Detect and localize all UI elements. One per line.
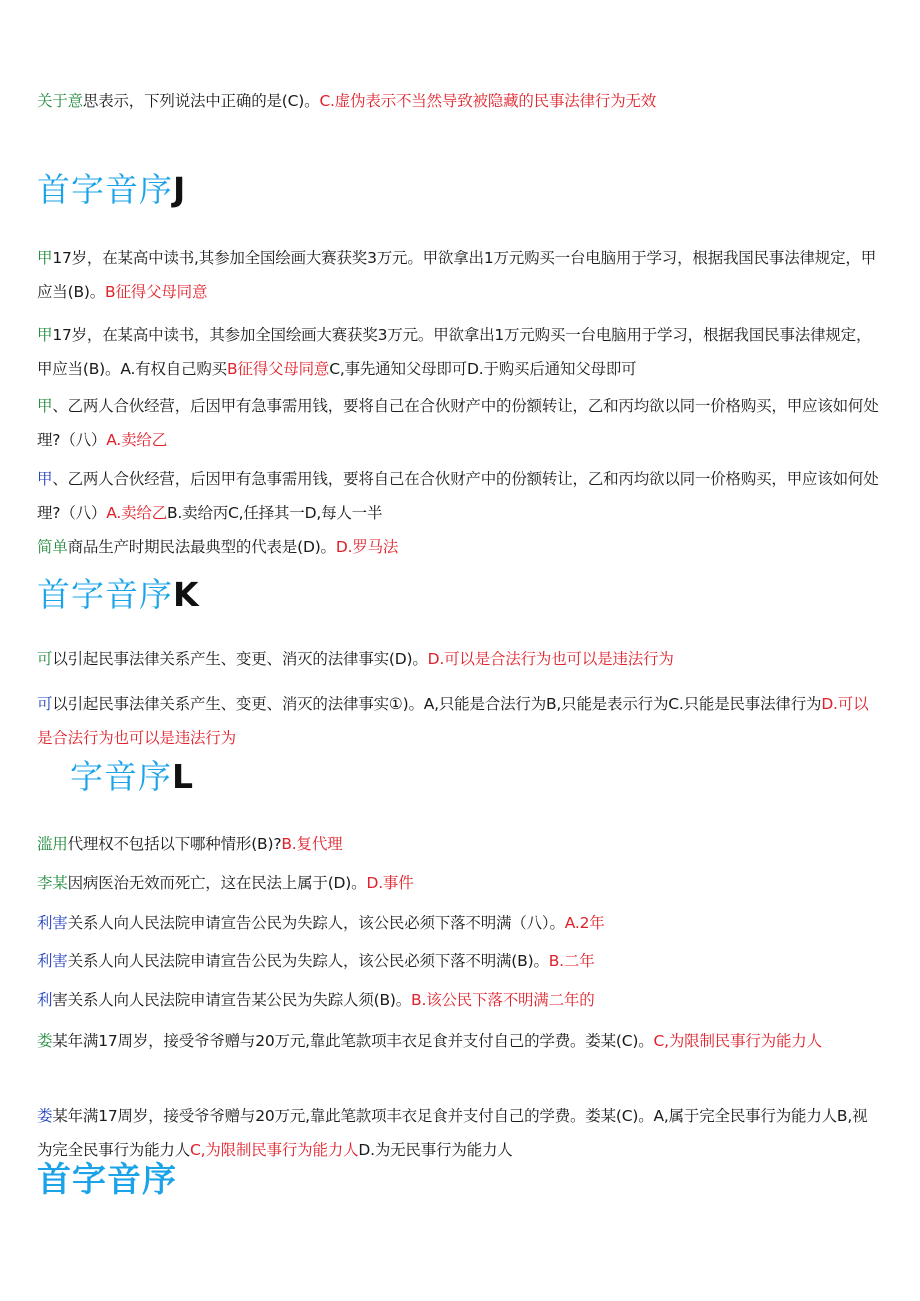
answer-text: D.罗马法 xyxy=(335,537,399,556)
heading-prefix: 首字音序 xyxy=(37,1160,177,1200)
list-item xyxy=(37,989,882,1011)
keyword: 娄 xyxy=(37,1031,53,1050)
list-item xyxy=(37,389,882,457)
section-heading-k xyxy=(37,575,200,615)
keyword: 可 xyxy=(37,694,53,713)
answer-text: A.卖给乙 xyxy=(106,430,167,449)
keyword: 关于意 xyxy=(37,91,83,110)
heading-prefix: 首字音序 xyxy=(37,170,173,209)
answer-text: A.2年 xyxy=(564,913,605,932)
keyword: 娄 xyxy=(37,1106,53,1125)
heading-letter: K xyxy=(173,575,200,614)
answer-text: B征得父母同意 xyxy=(227,359,330,378)
heading-letter: L xyxy=(172,757,195,796)
section-heading-next xyxy=(37,1160,177,1200)
question-text: 害关系人向人民法院申请宣告某公民为失踪人须(B)。 xyxy=(52,990,412,1009)
question-text: 某年满17周岁，接受爷爷赠与20万元,靠此笔款项丰衣足食并支付自己的学费。娄某(C)。A,属于完全民事行为能力人B,视为完全民事行为能力人 xyxy=(37,1106,868,1159)
answer-text: B.该公民下落不明满二年的 xyxy=(411,990,595,1009)
keyword: 李某 xyxy=(37,873,68,892)
list-item xyxy=(37,536,882,558)
keyword: 利害 xyxy=(37,913,68,932)
list-item xyxy=(37,648,882,670)
heading-prefix: 首字音序 xyxy=(37,575,173,614)
section-heading-l xyxy=(70,757,194,797)
answer-text: D.可以是合法行为也可以是违法行为 xyxy=(37,694,869,747)
keyword: 甲 xyxy=(37,396,53,415)
answer-text: A.卖给乙 xyxy=(106,503,167,522)
keyword: 利害 xyxy=(37,951,68,970)
question-text: 、乙两人合伙经营，后因甲有急事需用钱，要将自己在合伙财产中的份额转让，乙和丙均欲以同一价格购买，甲应该如何处理?（八） xyxy=(37,396,879,449)
question-tail: C,事先通知父母即可D.于购买后通知父母即可 xyxy=(329,359,637,378)
list-item xyxy=(37,318,882,386)
question-text: 因病医治无效而死亡，这在民法上属于(D)。 xyxy=(67,873,367,892)
list-item xyxy=(37,950,882,972)
keyword: 可 xyxy=(37,649,53,668)
keyword: 利 xyxy=(37,990,53,1009)
answer-text: C,为限制民事行为能力人 xyxy=(190,1140,359,1159)
answer-text: C.虚伪表示不当然导致被隐藏的民事法律行为无效 xyxy=(319,91,657,110)
question-text: 某年满17周岁，接受爷爷赠与20万元,靠此笔款项丰衣足食并支付自己的学费。娄某(C)。 xyxy=(52,1031,654,1050)
question-text: 以引起民事法律关系产生、变更、消灭的法律事实①)。A,只能是合法行为B,只能是表示行为C.只能是民事法律行为 xyxy=(52,694,822,713)
keyword: 简单 xyxy=(37,537,68,556)
answer-text: B.复代理 xyxy=(281,834,343,853)
list-item xyxy=(37,462,882,530)
question-tail: D.为无民事行为能力人 xyxy=(358,1140,513,1159)
question-tail: B.卖给丙C,任择其一D,每人一半 xyxy=(167,503,383,522)
keyword: 甲 xyxy=(37,325,53,344)
question-text: 以引起民事法律关系产生、变更、消灭的法律事实(D)。 xyxy=(52,649,428,668)
answer-text: C,为限制民事行为能力人 xyxy=(653,1031,822,1050)
question-text: 17岁，在某高中读书，其参加全国绘画大赛获奖3万元。甲欲拿出1万元购买一台电脑用于学习，根据我国民事法律规定，甲应当(B)。A.有权自己购买 xyxy=(37,325,872,378)
keyword: 滥用 xyxy=(37,834,68,853)
answer-text: B.二年 xyxy=(548,951,595,970)
keyword: 甲 xyxy=(37,469,53,488)
question-text: 关系人向人民法院申请宣告公民为失踪人，该公民必须下落不明满(B)。 xyxy=(67,951,549,970)
list-item xyxy=(37,912,882,934)
question-text: 思表示，下列说法中正确的是(C)。 xyxy=(82,91,320,110)
question-text: 关系人向人民法院申请宣告公民为失踪人，该公民必须下落不明满（八）。 xyxy=(67,913,565,932)
answer-text: D.可以是合法行为也可以是违法行为 xyxy=(427,649,674,668)
list-item xyxy=(37,833,882,855)
list-item xyxy=(37,241,882,309)
heading-letter: J xyxy=(173,170,187,209)
list-item xyxy=(37,687,882,755)
section-heading-j xyxy=(37,170,186,210)
list-item xyxy=(37,872,882,894)
answer-text: D.事件 xyxy=(366,873,414,892)
list-item xyxy=(37,1024,882,1058)
answer-text: B征得父母同意 xyxy=(105,282,208,301)
question-text: 代理权不包括以下哪种情形(B)? xyxy=(67,834,282,853)
heading-prefix: 字音序 xyxy=(70,757,172,796)
list-item xyxy=(37,90,882,112)
question-text: 17岁，在某高中读书,其参加全国绘画大赛获奖3万元。甲欲拿出1万元购买一台电脑用于学习，根据我国民事法律规定，甲应当(B)。 xyxy=(37,248,876,301)
list-item xyxy=(37,1099,882,1167)
keyword: 甲 xyxy=(37,248,53,267)
question-text: 、乙两人合伙经营，后因甲有急事需用钱，要将自己在合伙财产中的份额转让，乙和丙均欲以同一价格购买，甲应该如何处理?（八） xyxy=(37,469,879,522)
question-text: 商品生产时期民法最典型的代表是(D)。 xyxy=(67,537,336,556)
